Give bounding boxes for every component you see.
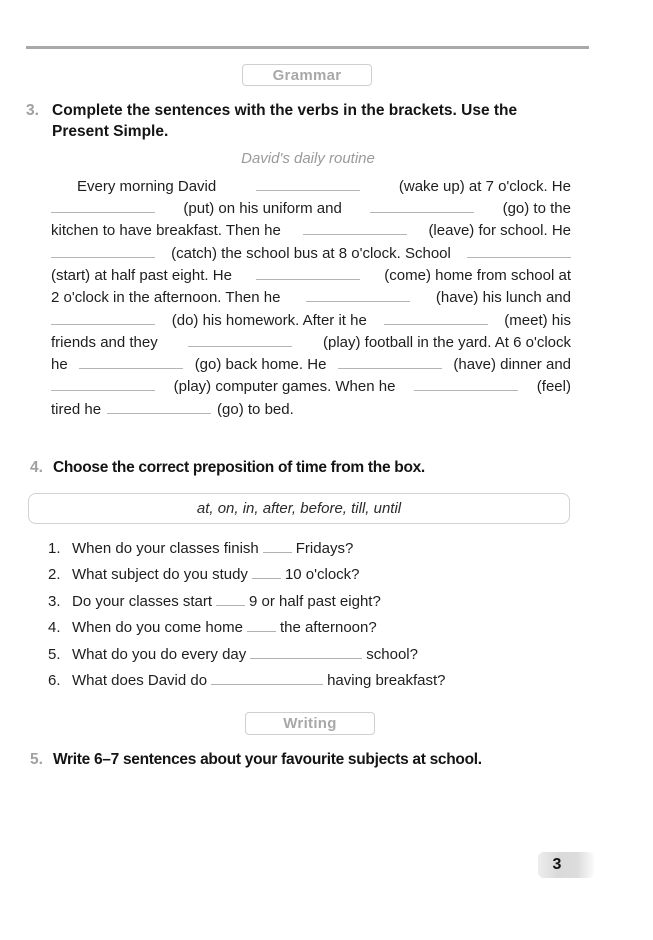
text-segment: he	[51, 356, 68, 373]
answer-blank[interactable]	[384, 323, 488, 325]
task-number: 3.	[26, 102, 39, 119]
text-segment: (go) to the	[502, 200, 571, 217]
answer-blank[interactable]	[51, 389, 155, 391]
question-text-before: When do your classes finish	[72, 540, 259, 557]
task-instruction: Choose the correct preposition of time from the box.	[53, 459, 425, 476]
answer-blank[interactable]	[51, 211, 155, 213]
text-line	[51, 221, 571, 241]
text-segment: (come) home from school at	[384, 267, 571, 284]
word-box	[28, 493, 570, 524]
answer-blank[interactable]	[250, 657, 362, 659]
question-text-before: Do your classes start	[72, 593, 213, 610]
text-segment: (catch) the school bus at 8 o'clock. School	[171, 245, 451, 262]
text-segment: (go) to bed.	[217, 401, 294, 418]
text-line	[51, 355, 571, 375]
answer-blank[interactable]	[414, 389, 518, 391]
text-segment: (play) football in the yard. At 6 o'clock	[323, 334, 571, 351]
text-segment: Every morning David	[77, 178, 217, 195]
text-segment: (put) on his uniform and	[183, 200, 342, 217]
text-segment: (meet) his	[504, 312, 571, 329]
text-line	[51, 199, 571, 219]
text-segment: friends and they	[51, 334, 158, 351]
text-line	[51, 400, 571, 420]
question-number: 2.	[48, 566, 61, 583]
question-text-after: 9 or half past eight?	[249, 593, 381, 610]
text-segment: (start) at half past eight. He	[51, 267, 232, 284]
question-text-before: When do you come home	[72, 619, 243, 636]
question-number: 3.	[48, 593, 61, 610]
question-item	[48, 618, 377, 638]
section-label-writing: Writing	[245, 712, 375, 735]
answer-blank[interactable]	[370, 211, 474, 213]
text-segment: (leave) for school. He	[428, 222, 571, 239]
page-number: 3	[538, 852, 594, 878]
task-number: 5.	[30, 751, 43, 768]
question-text-after: school?	[366, 646, 418, 663]
task-number: 4.	[30, 459, 43, 476]
section-label-grammar: Grammar	[242, 64, 372, 86]
question-item	[48, 645, 418, 665]
answer-blank[interactable]	[211, 683, 323, 685]
answer-blank[interactable]	[263, 551, 292, 553]
task-3-heading	[26, 100, 586, 144]
task-instruction-line-1: Complete the sentences with the verbs in the brackets. Use the	[52, 102, 518, 119]
answer-blank[interactable]	[51, 323, 155, 325]
question-item	[48, 539, 353, 559]
task-instruction-line-2: Present Simple.	[52, 123, 169, 140]
question-item	[48, 671, 446, 691]
question-number: 6.	[48, 672, 61, 689]
text-segment: (have) his lunch and	[435, 289, 571, 306]
answer-blank[interactable]	[51, 256, 155, 258]
task-4-heading	[30, 457, 590, 479]
answer-blank[interactable]	[338, 367, 442, 369]
text-segment: (go) back home. He	[194, 356, 327, 373]
answer-blank[interactable]	[252, 577, 281, 579]
question-item	[48, 592, 381, 612]
question-text-after: the afternoon?	[279, 619, 377, 636]
question-text-after: Fridays?	[295, 540, 354, 557]
text-segment: (feel)	[536, 378, 571, 395]
text-line	[51, 244, 571, 264]
text-segment: 2 o'clock in the afternoon. Then he	[51, 289, 281, 306]
answer-blank[interactable]	[188, 345, 292, 347]
answer-blank[interactable]	[247, 630, 276, 632]
text-segment: tired he	[51, 401, 102, 418]
text-segment: (have) dinner and	[453, 356, 571, 373]
question-item	[48, 565, 360, 585]
question-text-after: having breakfast?	[327, 672, 446, 689]
question-number: 1.	[48, 540, 61, 557]
top-divider	[26, 46, 589, 49]
task-instruction: Write 6–7 sentences about your favourite subjects at school.	[53, 751, 482, 768]
answer-blank[interactable]	[79, 367, 183, 369]
text-line	[51, 266, 571, 286]
question-number: 5.	[48, 646, 61, 663]
answer-blank[interactable]	[107, 412, 211, 414]
answer-blank[interactable]	[467, 256, 571, 258]
text-segment: kitchen to have breakfast. Then he	[51, 222, 281, 239]
answer-blank[interactable]	[216, 604, 245, 606]
text-line	[51, 288, 571, 308]
answer-blank[interactable]	[256, 278, 360, 280]
question-text-before: What subject do you study	[72, 566, 248, 583]
text-line	[51, 333, 571, 353]
question-number: 4.	[48, 619, 61, 636]
text-line	[51, 377, 571, 397]
answer-blank[interactable]	[306, 300, 410, 302]
question-text-after: 10 o'clock?	[284, 566, 360, 583]
question-text-before: What do you do every day	[72, 646, 247, 663]
text-segment: (wake up) at 7 o'clock. He	[398, 178, 571, 195]
exercise-subtitle: David's daily routine	[241, 150, 375, 167]
answer-blank[interactable]	[256, 189, 360, 191]
question-text-before: What does David do	[72, 672, 208, 689]
text-line	[51, 311, 571, 331]
text-line	[51, 177, 571, 197]
word-box-options: at, on, in, after, before, till, until	[196, 500, 402, 517]
text-segment: (do) his homework. After it he	[171, 312, 367, 329]
answer-blank[interactable]	[303, 233, 407, 235]
task-5-heading	[30, 749, 590, 771]
text-segment: (play) computer games. When he	[173, 378, 396, 395]
